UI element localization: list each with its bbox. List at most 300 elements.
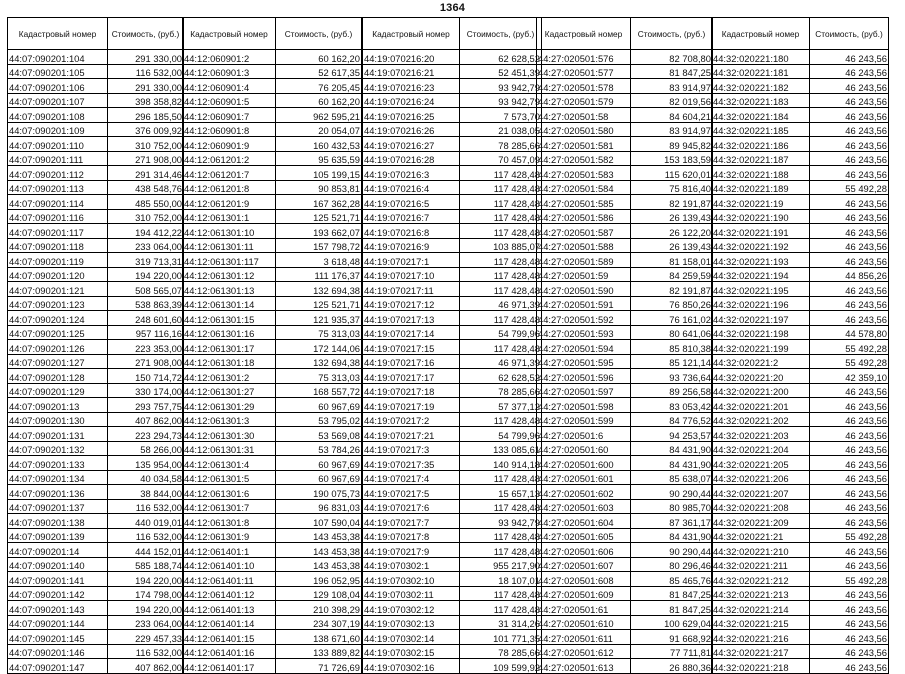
cadastral-number-cell: 44:19:070216:20 (363, 50, 460, 65)
cost-cell: 81 847,25 (631, 601, 713, 616)
table-row (363, 340, 542, 355)
table-row (712, 354, 889, 369)
table-row (8, 427, 184, 442)
cadastral-number-cell: 44:27:020501:576 (537, 50, 631, 65)
cadastral-number-cell: 44:32:020221:204 (712, 441, 810, 456)
cost-cell: 46 243,56 (810, 253, 889, 268)
cost-cell: 132 694,38 (276, 282, 362, 297)
cost-cell: 116 532,00 (108, 644, 184, 659)
cadastral-number-cell: 44:07:090201:107 (8, 93, 108, 108)
cadastral-number-cell: 44:19:070216:3 (363, 166, 460, 181)
cost-cell: 18 107,01 (460, 572, 542, 587)
table-row (8, 325, 184, 340)
cadastral-number-cell: 44:07:090201:133 (8, 456, 108, 471)
table-row (8, 340, 184, 355)
cost-cell: 15 657,13 (460, 485, 542, 500)
cadastral-number-cell: 44:32:020221:207 (712, 485, 810, 500)
cost-cell: 42 359,10 (810, 369, 889, 384)
table-row (8, 238, 184, 253)
table-row (537, 572, 713, 587)
cost-cell: 93 736,64 (631, 369, 713, 384)
table-row (537, 354, 713, 369)
cost-cell: 196 052,95 (276, 572, 362, 587)
table-row (363, 572, 542, 587)
table-row (712, 398, 889, 413)
cadastral-number-cell: 44:12:060901:2 (183, 50, 276, 65)
table-row (537, 644, 713, 659)
table-row (8, 644, 184, 659)
cost-cell: 116 532,00 (108, 528, 184, 543)
header-cost: Стоимость, (руб.) (810, 18, 889, 50)
cadastral-number-cell: 44:12:060901:5 (183, 93, 276, 108)
header-cadastral-number: Кадастровый номер (8, 18, 108, 50)
cadastral-number-cell: 44:19:070217:11 (363, 282, 460, 297)
cadastral-number-cell: 44:12:061301:12 (183, 267, 276, 282)
cadastre-table (7, 17, 184, 674)
table-row (712, 311, 889, 326)
cadastral-number-cell: 44:32:020221:181 (712, 64, 810, 79)
cadastral-number-cell: 44:32:020221:196 (712, 296, 810, 311)
cost-cell: 485 550,00 (108, 195, 184, 210)
table-row (8, 601, 184, 616)
table-row (183, 354, 362, 369)
table-header-row (8, 18, 184, 50)
table-row (363, 427, 542, 442)
cadastral-number-cell: 44:32:020221:194 (712, 267, 810, 282)
cost-cell: 71 726,69 (276, 659, 362, 674)
cost-cell: 117 428,48 (460, 195, 542, 210)
cost-cell: 444 152,01 (108, 543, 184, 558)
cadastral-number-cell: 44:32:020221:187 (712, 151, 810, 166)
table-row (537, 601, 713, 616)
table-row (183, 108, 362, 123)
cost-cell: 93 942,79 (460, 79, 542, 94)
table-row (363, 659, 542, 674)
cadastral-number-cell: 44:12:060901:9 (183, 137, 276, 152)
cadastral-number-cell: 44:19:070216:23 (363, 79, 460, 94)
cadastral-number-cell: 44:07:090201:111 (8, 151, 108, 166)
cadastral-number-cell: 44:07:090201:144 (8, 615, 108, 630)
table-row (712, 557, 889, 572)
cadastral-number-cell: 44:32:020221:214 (712, 601, 810, 616)
cost-cell: 291 314,46 (108, 166, 184, 181)
cost-cell: 296 185,50 (108, 108, 184, 123)
cost-cell: 223 353,00 (108, 340, 184, 355)
table-row (363, 238, 542, 253)
cost-cell: 117 428,48 (460, 340, 542, 355)
cadastral-number-cell: 44:27:020501:608 (537, 572, 631, 587)
cost-cell: 46 243,56 (810, 441, 889, 456)
table-row (363, 630, 542, 645)
cadastral-number-cell: 44:07:090201:125 (8, 325, 108, 340)
cadastral-number-cell: 44:07:090201:136 (8, 485, 108, 500)
cadastral-number-cell: 44:19:070216:24 (363, 93, 460, 108)
table-row (8, 557, 184, 572)
cost-cell: 153 183,59 (631, 151, 713, 166)
table-header-row (537, 18, 713, 50)
cost-cell: 54 799,96 (460, 427, 542, 442)
header-cost: Стоимость, (руб.) (631, 18, 713, 50)
cadastral-number-cell: 44:32:020221:203 (712, 427, 810, 442)
cadastral-number-cell: 44:32:020221:212 (712, 572, 810, 587)
table-row (8, 369, 184, 384)
table-row (537, 441, 713, 456)
cadastral-number-cell: 44:07:090201:146 (8, 644, 108, 659)
cadastral-number-cell: 44:12:061201:9 (183, 195, 276, 210)
cost-cell: 585 188,74 (108, 557, 184, 572)
cadastral-number-cell: 44:12:061301:5 (183, 470, 276, 485)
cadastral-number-cell: 44:07:090201:134 (8, 470, 108, 485)
table-row (537, 412, 713, 427)
cost-cell: 84 259,59 (631, 267, 713, 282)
table-row (8, 311, 184, 326)
table-row (712, 166, 889, 181)
cost-cell: 52 451,39 (460, 64, 542, 79)
cadastral-number-cell: 44:19:070217:35 (363, 456, 460, 471)
table-row (363, 282, 542, 297)
cost-cell: 57 377,12 (460, 398, 542, 413)
table-row (183, 166, 362, 181)
cost-cell: 109 599,92 (460, 659, 542, 674)
table-row (537, 50, 713, 65)
cadastral-number-cell: 44:07:090201:130 (8, 412, 108, 427)
cost-cell: 90 290,44 (631, 543, 713, 558)
cost-cell: 398 358,82 (108, 93, 184, 108)
cadastral-number-cell: 44:07:090201:126 (8, 340, 108, 355)
cost-cell: 46 243,56 (810, 296, 889, 311)
cost-cell: 53 795,02 (276, 412, 362, 427)
cost-cell: 81 158,01 (631, 253, 713, 268)
table-row (363, 543, 542, 558)
table-row (712, 528, 889, 543)
cost-cell: 125 521,71 (276, 209, 362, 224)
cadastre-table (362, 17, 542, 674)
table-row (712, 108, 889, 123)
cost-cell: 117 428,48 (460, 253, 542, 268)
cost-cell: 46 243,56 (810, 151, 889, 166)
table-row (537, 499, 713, 514)
cost-cell: 89 945,82 (631, 137, 713, 152)
cost-cell: 20 054,07 (276, 122, 362, 137)
cadastral-number-cell: 44:27:020501:582 (537, 151, 631, 166)
cost-cell: 101 771,35 (460, 630, 542, 645)
cadastral-number-cell: 44:07:090201:113 (8, 180, 108, 195)
cost-cell: 117 428,48 (460, 499, 542, 514)
cadastral-number-cell: 44:27:020501:602 (537, 485, 631, 500)
table-row (8, 586, 184, 601)
cadastral-number-cell: 44:27:020501:605 (537, 528, 631, 543)
table-row (712, 499, 889, 514)
cost-cell: 115 620,01 (631, 166, 713, 181)
table-row (8, 122, 184, 137)
cadastral-number-cell: 44:27:020501:584 (537, 180, 631, 195)
cadastral-number-cell: 44:32:020221:182 (712, 79, 810, 94)
table-row (8, 151, 184, 166)
cadastral-number-cell: 44:19:070216:8 (363, 224, 460, 239)
cost-cell: 84 604,21 (631, 108, 713, 123)
cost-cell: 957 116,16 (108, 325, 184, 340)
cost-cell: 7 573,70 (460, 108, 542, 123)
cost-cell: 271 908,00 (108, 151, 184, 166)
cadastral-number-cell: 44:19:070302:13 (363, 615, 460, 630)
cadastral-number-cell: 44:12:060901:7 (183, 108, 276, 123)
cadastral-number-cell: 44:12:061401:15 (183, 630, 276, 645)
cost-cell: 125 521,71 (276, 296, 362, 311)
table-row (363, 601, 542, 616)
cost-cell: 83 914,97 (631, 79, 713, 94)
cadastral-number-cell: 44:27:020501:595 (537, 354, 631, 369)
cadastral-number-cell: 44:27:020501:578 (537, 79, 631, 94)
table-row (712, 122, 889, 137)
cost-cell: 167 362,28 (276, 195, 362, 210)
cadastral-number-cell: 44:32:020221:189 (712, 180, 810, 195)
cadastral-number-cell: 44:27:020501:588 (537, 238, 631, 253)
table-row (712, 615, 889, 630)
cost-cell: 117 428,48 (460, 282, 542, 297)
table-row (712, 340, 889, 355)
cadastral-number-cell: 44:32:020221:205 (712, 456, 810, 471)
table-row (537, 398, 713, 413)
cost-cell: 133 889,82 (276, 644, 362, 659)
table-row (712, 195, 889, 210)
cost-cell: 194 412,22 (108, 224, 184, 239)
table-row (537, 456, 713, 471)
table-row (183, 615, 362, 630)
table-row (537, 108, 713, 123)
table-row (363, 108, 542, 123)
cost-cell: 46 243,56 (810, 456, 889, 471)
cadastral-number-cell: 44:32:020221:211 (712, 557, 810, 572)
cadastral-number-cell: 44:07:090201:129 (8, 383, 108, 398)
table-row (8, 499, 184, 514)
cadastral-number-cell: 44:32:020221:19 (712, 195, 810, 210)
header-cost: Стоимость, (руб.) (276, 18, 362, 50)
header-cadastral-number: Кадастровый номер (183, 18, 276, 50)
cadastral-number-cell: 44:32:020221:217 (712, 644, 810, 659)
table-row (183, 659, 362, 674)
table-row (537, 282, 713, 297)
table-row (8, 470, 184, 485)
table-row (8, 253, 184, 268)
table-row (712, 79, 889, 94)
cost-cell: 38 844,00 (108, 485, 184, 500)
cadastral-number-cell: 44:19:070217:18 (363, 383, 460, 398)
cadastral-number-cell: 44:12:061201:8 (183, 180, 276, 195)
cost-cell: 46 243,56 (810, 166, 889, 181)
cadastral-number-cell: 44:07:090201:138 (8, 514, 108, 529)
cost-cell: 100 629,04 (631, 615, 713, 630)
cadastral-number-cell: 44:07:090201:108 (8, 108, 108, 123)
cost-cell: 233 064,00 (108, 615, 184, 630)
cost-cell: 89 256,58 (631, 383, 713, 398)
table-row (363, 470, 542, 485)
cost-cell: 60 967,69 (276, 456, 362, 471)
cost-cell: 62 628,52 (460, 369, 542, 384)
cadastral-number-cell: 44:27:020501:591 (537, 296, 631, 311)
table-row (537, 166, 713, 181)
cost-cell: 46 243,56 (810, 601, 889, 616)
table-row (183, 209, 362, 224)
cadastral-number-cell: 44:27:020501:612 (537, 644, 631, 659)
table-row (712, 224, 889, 239)
cadastral-number-cell: 44:19:070302:1 (363, 557, 460, 572)
table-header-row (363, 18, 542, 50)
cadastral-number-cell: 44:32:020221:193 (712, 253, 810, 268)
cadastral-number-cell: 44:19:070302:14 (363, 630, 460, 645)
table-row (8, 267, 184, 282)
table-row (712, 180, 889, 195)
cost-cell: 44 856,26 (810, 267, 889, 282)
cadastral-number-cell: 44:32:020221:195 (712, 282, 810, 297)
table-row (8, 615, 184, 630)
cost-cell: 46 243,56 (810, 311, 889, 326)
cost-cell: 46 243,56 (810, 543, 889, 558)
cost-cell: 82 019,56 (631, 93, 713, 108)
cost-cell: 55 492,28 (810, 528, 889, 543)
cost-cell: 438 548,76 (108, 180, 184, 195)
cost-cell: 93 942,79 (460, 514, 542, 529)
table-row (8, 485, 184, 500)
cadastral-number-cell: 44:19:070302:15 (363, 644, 460, 659)
cadastral-number-cell: 44:32:020221:20 (712, 369, 810, 384)
cadastral-number-cell: 44:19:070302:10 (363, 572, 460, 587)
table-row (8, 296, 184, 311)
cost-cell: 116 532,00 (108, 499, 184, 514)
table-row (712, 325, 889, 340)
table-row (712, 441, 889, 456)
cadastral-number-cell: 44:32:020221:184 (712, 108, 810, 123)
cadastral-number-cell: 44:32:020221:199 (712, 340, 810, 355)
cadastral-number-cell: 44:27:020501:609 (537, 586, 631, 601)
cadastral-number-cell: 44:12:061301:2 (183, 369, 276, 384)
cadastral-number-cell: 44:27:020501:613 (537, 659, 631, 674)
cadastral-number-cell: 44:27:020501:601 (537, 470, 631, 485)
cost-cell: 70 457,09 (460, 151, 542, 166)
cadastral-number-cell: 44:19:070302:16 (363, 659, 460, 674)
cost-cell: 233 064,00 (108, 238, 184, 253)
cost-cell: 121 935,37 (276, 311, 362, 326)
table-row (8, 224, 184, 239)
cost-cell: 62 628,52 (460, 50, 542, 65)
cost-cell: 440 019,01 (108, 514, 184, 529)
cost-cell: 143 453,38 (276, 528, 362, 543)
cadastral-number-cell: 44:12:061301:10 (183, 224, 276, 239)
cost-cell: 138 671,60 (276, 630, 362, 645)
cost-cell: 78 285,66 (460, 383, 542, 398)
cadastral-number-cell: 44:12:061301:8 (183, 514, 276, 529)
cadastral-number-cell: 44:32:020221:208 (712, 499, 810, 514)
cost-cell: 82 191,87 (631, 282, 713, 297)
table-row (537, 137, 713, 152)
table-row (363, 325, 542, 340)
cost-cell: 291 330,00 (108, 50, 184, 65)
cadastral-number-cell: 44:32:020221:209 (712, 514, 810, 529)
table-row (183, 238, 362, 253)
table-row (183, 572, 362, 587)
cost-cell: 46 243,56 (810, 412, 889, 427)
cost-cell: 46 243,56 (810, 427, 889, 442)
cost-cell: 46 243,56 (810, 50, 889, 65)
cadastral-number-cell: 44:12:061301:18 (183, 354, 276, 369)
table-row (363, 296, 542, 311)
cadastral-number-cell: 44:27:020501:587 (537, 224, 631, 239)
cadastral-number-cell: 44:19:070217:2 (363, 412, 460, 427)
cost-cell: 46 243,56 (810, 514, 889, 529)
cost-cell: 234 307,19 (276, 615, 362, 630)
table-row (183, 282, 362, 297)
cadastral-number-cell: 44:19:070302:11 (363, 586, 460, 601)
cadastral-number-cell: 44:07:090201:120 (8, 267, 108, 282)
table-row (8, 209, 184, 224)
cadastral-number-cell: 44:27:020501:580 (537, 122, 631, 137)
table-row (8, 166, 184, 181)
cadastral-number-cell: 44:12:061301:15 (183, 311, 276, 326)
cost-cell: 319 713,31 (108, 253, 184, 268)
cost-cell: 117 428,48 (460, 267, 542, 282)
table-row (8, 354, 184, 369)
table-row (363, 514, 542, 529)
cost-cell: 84 431,90 (631, 528, 713, 543)
cost-cell: 135 954,00 (108, 456, 184, 471)
cost-cell: 44 578,80 (810, 325, 889, 340)
cost-cell: 84 431,90 (631, 441, 713, 456)
cost-cell: 46 243,56 (810, 64, 889, 79)
cost-cell: 117 428,48 (460, 166, 542, 181)
cadastral-number-cell: 44:27:020501:60 (537, 441, 631, 456)
cadastral-number-cell: 44:07:090201:139 (8, 528, 108, 543)
cost-cell: 46 243,56 (810, 122, 889, 137)
table-row (8, 64, 184, 79)
cadastral-number-cell: 44:12:061201:7 (183, 166, 276, 181)
table-row (537, 659, 713, 674)
header-cost: Стоимость, (руб.) (460, 18, 542, 50)
cadastral-number-cell: 44:12:061401:17 (183, 659, 276, 674)
table-row (183, 557, 362, 572)
cadastral-number-cell: 44:12:061301:9 (183, 528, 276, 543)
table-row (183, 485, 362, 500)
table-row (712, 383, 889, 398)
cost-cell: 172 144,06 (276, 340, 362, 355)
cadastral-number-cell: 44:07:090201:106 (8, 79, 108, 94)
cadastral-number-cell: 44:27:020501:590 (537, 282, 631, 297)
table-row (363, 180, 542, 195)
cost-cell: 3 618,48 (276, 253, 362, 268)
cost-cell: 81 847,25 (631, 64, 713, 79)
table-row (712, 586, 889, 601)
cost-cell: 26 880,36 (631, 659, 713, 674)
cost-cell: 46 243,56 (810, 209, 889, 224)
table-row (363, 166, 542, 181)
cadastral-number-cell: 44:12:061201:2 (183, 151, 276, 166)
table-row (183, 601, 362, 616)
table-row (537, 64, 713, 79)
cost-cell: 85 810,38 (631, 340, 713, 355)
table-row (712, 296, 889, 311)
cadastral-number-cell: 44:27:020501:589 (537, 253, 631, 268)
cadastral-number-cell: 44:19:070216:28 (363, 151, 460, 166)
cadastral-number-cell: 44:19:070216:5 (363, 195, 460, 210)
cost-cell: 53 784,26 (276, 441, 362, 456)
cadastral-number-cell: 44:07:090201:110 (8, 137, 108, 152)
cadastral-number-cell: 44:12:060901:8 (183, 122, 276, 137)
cost-cell: 40 034,58 (108, 470, 184, 485)
table-row (363, 79, 542, 94)
table-row (8, 412, 184, 427)
cost-cell: 190 075,73 (276, 485, 362, 500)
cost-cell: 210 398,29 (276, 601, 362, 616)
cadastral-number-cell: 44:07:090201:112 (8, 166, 108, 181)
cost-cell: 77 711,81 (631, 644, 713, 659)
